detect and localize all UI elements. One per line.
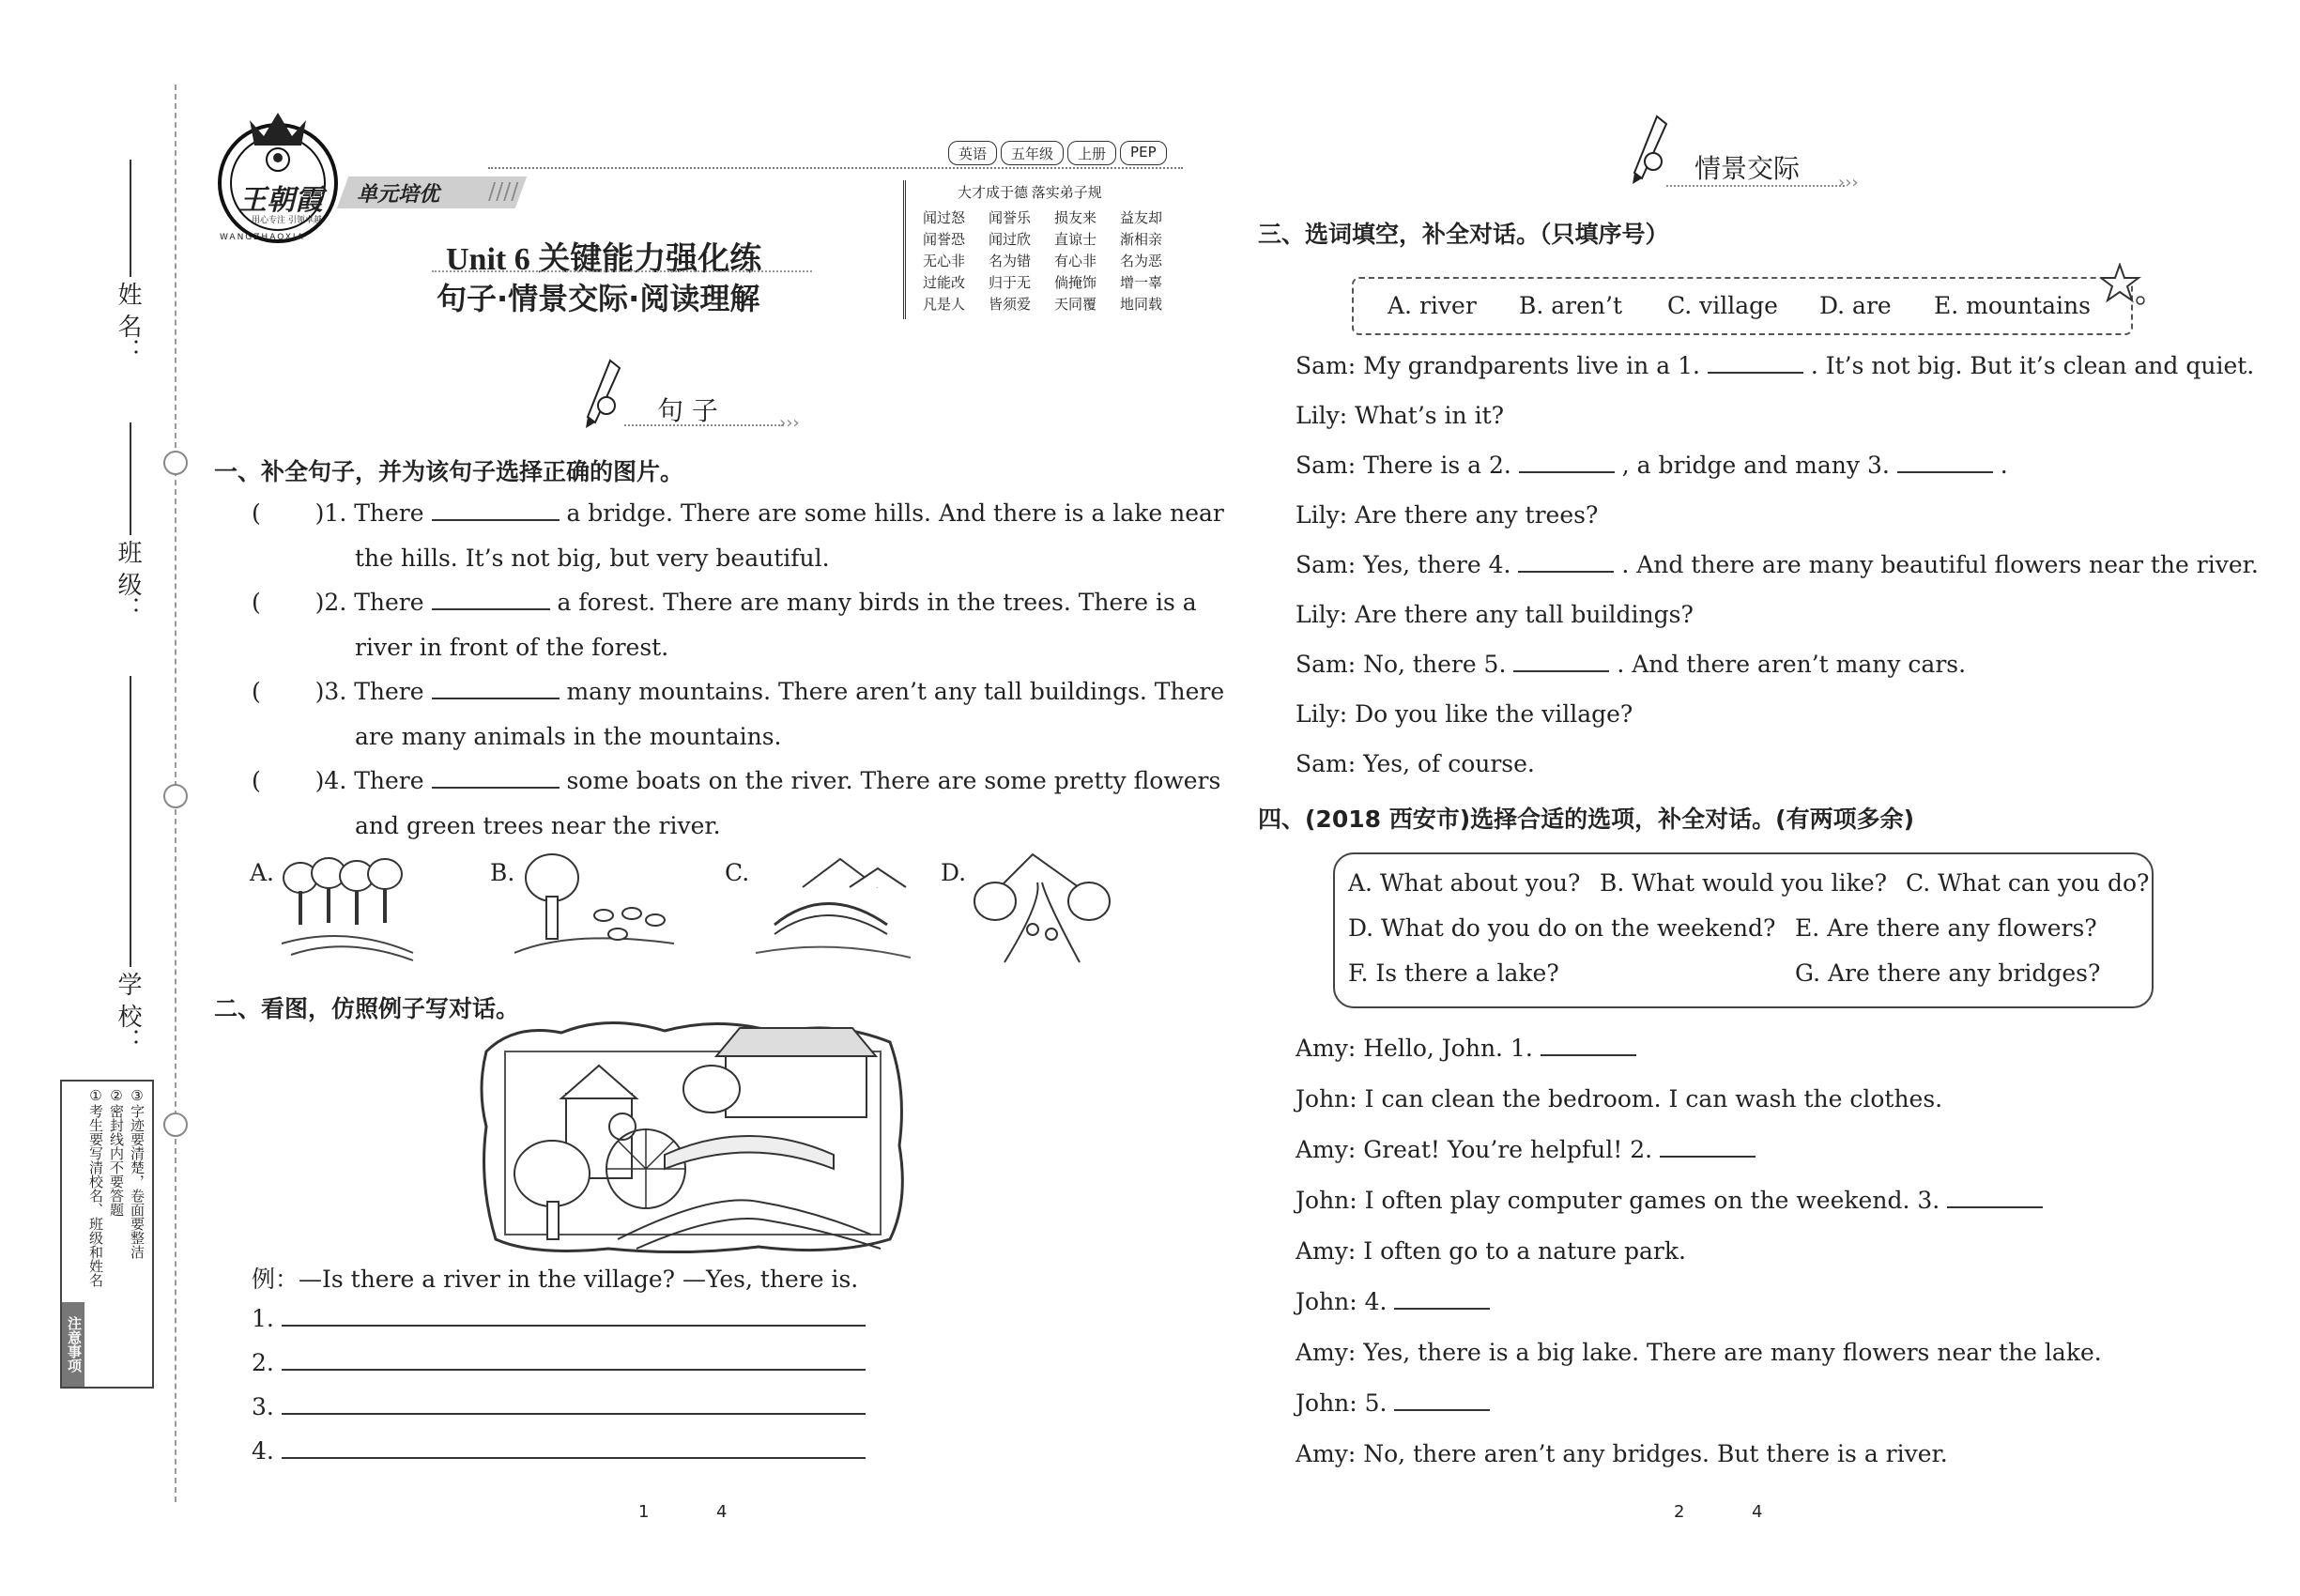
q3-line <box>252 678 1224 705</box>
dialogue1-line-9: Sam: Yes, of course. <box>1296 750 1535 777</box>
dialogue2-blank-1[interactable] <box>1541 1036 1636 1056</box>
dialogue-text: John: I often play computer games on the weekend. 3. <box>1296 1187 1940 1214</box>
pencil-icon <box>1629 113 1671 192</box>
quote-text: 名为恶 <box>1120 254 1163 269</box>
answer-num: 1. <box>252 1305 274 1332</box>
dialogue1-line-8: Lily: Do you like the village? <box>1296 700 1633 728</box>
section-arrow <box>624 424 784 426</box>
word-option-a: A. river <box>1388 292 1477 319</box>
q2-cont: river in front of the forest. <box>355 634 669 661</box>
answer-input-3[interactable] <box>282 1394 866 1415</box>
option-a-picture[interactable] <box>272 850 422 966</box>
dialogue1-line-3 <box>1296 452 2008 479</box>
notice-line-1: ①考生要写清校名、班级和姓名 <box>87 1087 104 1287</box>
answer-line-3 <box>252 1393 866 1420</box>
quote-text: 闻过欣 <box>989 233 1032 248</box>
q1-line <box>252 499 1224 527</box>
answer-paren: ( <box>252 678 261 705</box>
q2-blank[interactable] <box>432 590 550 610</box>
quote-text: 天同覆 <box>1054 298 1097 313</box>
answer-num: 2. <box>252 1349 274 1376</box>
q1-num: )1. There <box>314 499 424 527</box>
quote-text: 渐相亲 <box>1120 233 1163 248</box>
quote-text: 闻誉恐 <box>923 233 966 248</box>
name-line <box>130 160 131 277</box>
dialogue1-blank-3[interactable] <box>1897 453 1993 473</box>
part3-heading: 三、选词填空，补全对话。（只填序号） <box>1258 221 1669 248</box>
part4-heading: 四、(2018 西安市)选择合适的选项，补全对话。(有两项多余) <box>1258 806 1914 833</box>
notice-title: 注意事项 <box>62 1302 84 1387</box>
q3-num: )3. There <box>314 678 424 705</box>
dialogue2-line-3 <box>1296 1136 1756 1163</box>
dialogue-text: John: 5. <box>1296 1389 1388 1417</box>
quote-text: 皆须爱 <box>989 298 1032 313</box>
quote-col-1 <box>923 208 965 316</box>
dialogue-text: Sam: Yes, there 4. <box>1296 551 1511 578</box>
word-option-e: E. mountains <box>1934 292 2091 319</box>
answer-line-1 <box>252 1305 866 1332</box>
logo-ring-text: WANGZHAOXIA <box>220 233 305 242</box>
quote-text: 损友来 <box>1054 211 1097 226</box>
logo-brand: 王朝霞 <box>238 185 323 216</box>
dialogue1-blank-1[interactable] <box>1708 353 1803 374</box>
cut-marker-3 <box>163 1113 188 1137</box>
option-b-label: B. <box>490 859 515 886</box>
dialogue2-blank-4[interactable] <box>1394 1289 1490 1310</box>
quote-text: 无心非 <box>923 254 966 269</box>
word-option-d: D. are <box>1819 292 1892 319</box>
notice-line-3: ③字迹要清楚，卷面要整洁 <box>129 1087 146 1259</box>
dialogue1-line-1 <box>1296 352 2254 379</box>
quote-col-2 <box>989 208 1031 316</box>
quote-text: 过能改 <box>923 276 966 291</box>
dialogue1-line-7 <box>1296 651 1966 678</box>
quote-text: 归于无 <box>989 276 1032 291</box>
quote-text: 益友却 <box>1120 211 1163 226</box>
q3-blank[interactable] <box>432 679 560 699</box>
section-title-sentences: 句 子 <box>657 395 718 426</box>
star-decoration-icon <box>2101 263 2148 314</box>
q2-line <box>252 589 1197 616</box>
word-bank <box>1352 277 2133 335</box>
quote-col-4 <box>1120 208 1162 316</box>
answer-paren: ( <box>252 767 261 794</box>
choice-c: C. What can you do? <box>1906 869 2150 897</box>
answer-input-1[interactable] <box>282 1306 866 1327</box>
school-label: 学 校： <box>114 972 142 1053</box>
dialogue2-line-6 <box>1296 1288 1490 1315</box>
word-option-b: B. aren’t <box>1519 292 1623 319</box>
dialogue2-blank-5[interactable] <box>1394 1390 1490 1411</box>
dialogue-text: John: 4. <box>1296 1288 1388 1315</box>
quote-col-3 <box>1054 208 1096 316</box>
option-box <box>1333 852 2154 1008</box>
q4-blank[interactable] <box>432 768 560 789</box>
tag-volume: 上册 <box>1067 141 1116 165</box>
answer-line-4 <box>252 1437 866 1465</box>
quote-text: 直谅士 <box>1054 233 1097 248</box>
dialogue-text: . It’s not big. But it’s clean and quiet. <box>1810 352 2255 379</box>
option-d-label: D. <box>941 859 967 886</box>
tag-edition: PEP <box>1120 141 1167 165</box>
answer-input-4[interactable] <box>282 1438 866 1459</box>
q2-num: )2. There <box>314 589 424 616</box>
page-total-right: 4 <box>1752 1502 1763 1522</box>
word-option-c: C. village <box>1667 292 1778 319</box>
name-label: 姓 名： <box>114 282 142 363</box>
choice-f: F. Is there a lake? <box>1348 959 1559 987</box>
tag-subject: 英语 <box>948 141 997 165</box>
class-line <box>130 422 131 535</box>
q1-cont: the hills. It’s not big, but very beautiful. <box>355 545 830 572</box>
dialogue-text: Sam: There is a 2. <box>1296 452 1511 479</box>
dialogue2-line-8 <box>1296 1389 1490 1417</box>
option-c-label: C. <box>725 859 750 886</box>
answer-input-2[interactable] <box>282 1350 866 1371</box>
section-arrow-head: ››› <box>1838 173 1859 192</box>
dialogue2-blank-3[interactable] <box>1947 1188 2043 1208</box>
choice-d: D. What do you do on the weekend? <box>1348 914 1776 942</box>
answer-num: 4. <box>252 1437 274 1465</box>
part1-heading: 一、补全句子，并为该句子选择正确的图片。 <box>214 458 684 485</box>
dialogue1-line-4: Lily: Are there any trees? <box>1296 501 1599 529</box>
choice-a: A. What about you? <box>1348 869 1581 897</box>
quote-text: 名为错 <box>989 254 1032 269</box>
dialogue2-blank-2[interactable] <box>1660 1137 1756 1158</box>
page-title: Unit 6 关键能力强化练 <box>446 242 762 277</box>
tag-grade: 五年级 <box>1001 141 1064 165</box>
header-rule <box>488 167 1183 169</box>
binding-margin <box>0 0 188 1596</box>
cut-marker-1 <box>163 451 188 475</box>
logo-motto: 用心专注 引领卓越 <box>252 216 322 225</box>
dialogue-text: . <box>2000 452 2008 479</box>
dialogue-text: Sam: My grandparents live in a 1. <box>1296 352 1700 379</box>
part2-heading: 二、看图，仿照例子写对话。 <box>214 995 520 1022</box>
dialogue1-line-2: Lily: What’s in it? <box>1296 402 1505 429</box>
choice-e: E. Are there any flowers? <box>1795 914 2097 942</box>
quote-title: 大才成于德 落实弟子规 <box>958 186 1102 201</box>
dialogue1-blank-5[interactable] <box>1513 652 1609 672</box>
page-subtitle: 句子·情景交际·阅读理解 <box>437 281 760 316</box>
pencil-icon <box>582 357 624 436</box>
dialogue-text: . And there aren’t many cars. <box>1617 651 1967 678</box>
dialogue2-line-7: Amy: Yes, there is a big lake. There are many flowers near the lake. <box>1296 1339 2102 1366</box>
quote-box <box>903 180 1188 319</box>
answer-num: 3. <box>252 1393 274 1420</box>
quote-text: 有心非 <box>1054 254 1097 269</box>
quote-text: 倘掩饰 <box>1054 276 1097 291</box>
section-arrow-head: ››› <box>779 413 800 433</box>
choice-g: G. Are there any bridges? <box>1795 959 2101 987</box>
quote-text: 增一辜 <box>1120 276 1163 291</box>
quote-text: 闻誉乐 <box>989 211 1032 226</box>
logo <box>212 103 344 244</box>
dialogue2-line-2: John: I can clean the bedroom. I can wash the clothes. <box>1296 1085 1943 1113</box>
school-line <box>130 676 131 967</box>
village-picture <box>477 1014 909 1262</box>
choice-b: B. What would you like? <box>1600 869 1888 897</box>
q1-blank[interactable] <box>432 500 560 521</box>
dialogue-text: Amy: Great! You’re helpful! 2. <box>1296 1136 1653 1163</box>
option-a-label: A. <box>250 859 275 886</box>
subject-tags <box>948 141 1167 165</box>
q4-text: some boats on the river. There are some pretty flowers <box>566 767 1221 794</box>
q4-num: )4. There <box>314 767 424 794</box>
dialogue2-line-9: Amy: No, there aren’t any bridges. But there is a river. <box>1296 1440 1948 1467</box>
answer-line-2 <box>252 1349 866 1376</box>
page-number-right: 2 <box>1674 1502 1685 1522</box>
dialogue1-line-5 <box>1296 551 2259 578</box>
page-total-left: 4 <box>716 1502 728 1522</box>
cut-marker-2 <box>163 784 188 808</box>
dialogue-text: Sam: No, there 5. <box>1296 651 1507 678</box>
banner-slashes: //// <box>488 178 519 205</box>
dialogue-text: . And there are many beautiful flowers near the river. <box>1621 551 2259 578</box>
section-arrow <box>1666 185 1845 187</box>
dialogue2-line-4 <box>1296 1187 2043 1214</box>
q4-line <box>252 767 1220 794</box>
quote-text: 凡是人 <box>923 298 966 313</box>
section-label: 单元培优 <box>357 183 440 207</box>
quote-text: 地同载 <box>1120 298 1163 313</box>
dialogue-text: Amy: Hello, John. 1. <box>1296 1035 1533 1062</box>
q4-cont: and green trees near the river. <box>355 812 721 839</box>
q1-text: a bridge. There are some hills. And there is a lake near <box>566 499 1224 527</box>
notice-box <box>60 1080 154 1389</box>
page-number-left: 1 <box>638 1502 650 1522</box>
quote-text: 闻过怒 <box>923 211 966 226</box>
dialogue1-line-6: Lily: Are there any tall buildings? <box>1296 601 1694 628</box>
class-label: 班 级： <box>114 540 142 622</box>
q3-cont: are many animals in the mountains. <box>355 723 782 750</box>
option-c-picture[interactable] <box>756 850 911 971</box>
dialogue2-line-1 <box>1296 1035 1636 1062</box>
section-title-dialogue: 情景交际 <box>1694 153 1801 184</box>
answer-paren: ( <box>252 499 261 527</box>
dialogue-text: , a bridge and many 3. <box>1621 452 1890 479</box>
option-b-picture[interactable] <box>514 850 674 971</box>
q2-text: a forest. There are many birds in the trees. There is a <box>557 589 1197 616</box>
dialogue2-line-5: Amy: I often go to a nature park. <box>1296 1237 1686 1265</box>
dialogue1-blank-4[interactable] <box>1518 552 1614 573</box>
notice-line-2: ②密封线内不要答题 <box>108 1087 125 1217</box>
dialogue1-blank-2[interactable] <box>1519 453 1615 473</box>
title-underline <box>432 270 812 272</box>
part2-example: 例：—Is there a river in the village? —Yes, there is. <box>252 1266 859 1293</box>
option-d-picture[interactable] <box>967 845 1117 971</box>
q3-text: many mountains. There aren’t any tall buildings. There <box>566 678 1225 705</box>
answer-paren: ( <box>252 589 261 616</box>
